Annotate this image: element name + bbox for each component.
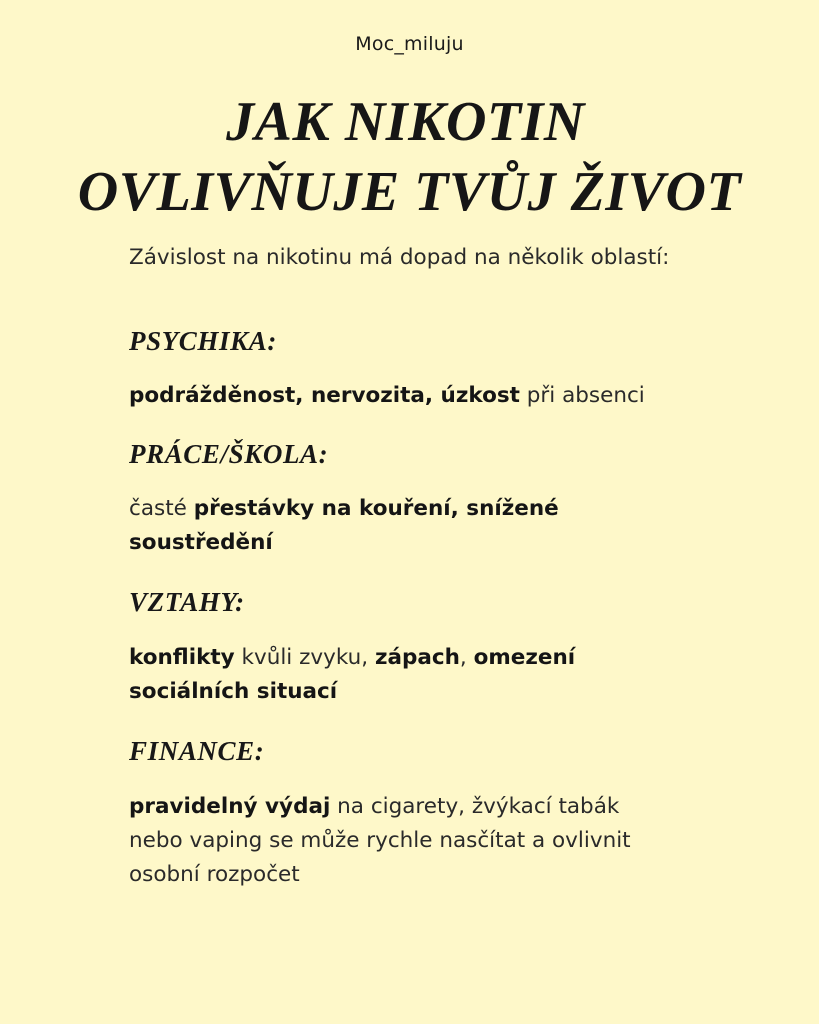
author-handle: Moc_miluju — [355, 33, 464, 55]
section-body-prace-skola — [129, 492, 599, 560]
section-heading-vztahy: VZTAHY: — [129, 587, 245, 617]
section-text: časté — [129, 496, 194, 521]
section-heading-prace-skola: PRÁCE/ŠKOLA: — [129, 439, 329, 469]
section-text-bold: omezení sociálních situací — [129, 645, 576, 704]
section-text: při absenci — [519, 383, 645, 408]
section-body-vztahy — [129, 641, 609, 709]
section-body-psychika — [129, 379, 689, 413]
section-text: kvůli zvyku, — [234, 645, 375, 670]
section-text: na cigarety, žvýkací tabák nebo vaping se může rychle nasčítat a ovlivnit osobní rozpočet — [129, 794, 631, 887]
intro-text: Závislost na nikotinu má dopad na několik oblastí: — [129, 245, 670, 270]
section-text-bold: podrážděnost, nervozita, úzkost — [129, 383, 520, 408]
page-title-line-2: OVLIVŇUJE TVŮJ ŽIVOT — [77, 161, 742, 223]
section-heading-psychika: PSYCHIKA: — [129, 326, 277, 356]
section-text-bold: zápach — [374, 645, 460, 670]
section-text-bold: pravidelný výdaj — [129, 794, 331, 819]
section-body-finance — [129, 790, 679, 892]
section-text: , — [459, 645, 474, 670]
section-heading-finance: FINANCE: — [129, 736, 265, 766]
page-title-line-1: JAK NIKOTIN — [226, 91, 585, 153]
section-text-bold: přestávky na kouření, snížené soustředění — [129, 496, 559, 555]
section-text-bold: konflikty — [129, 645, 235, 670]
